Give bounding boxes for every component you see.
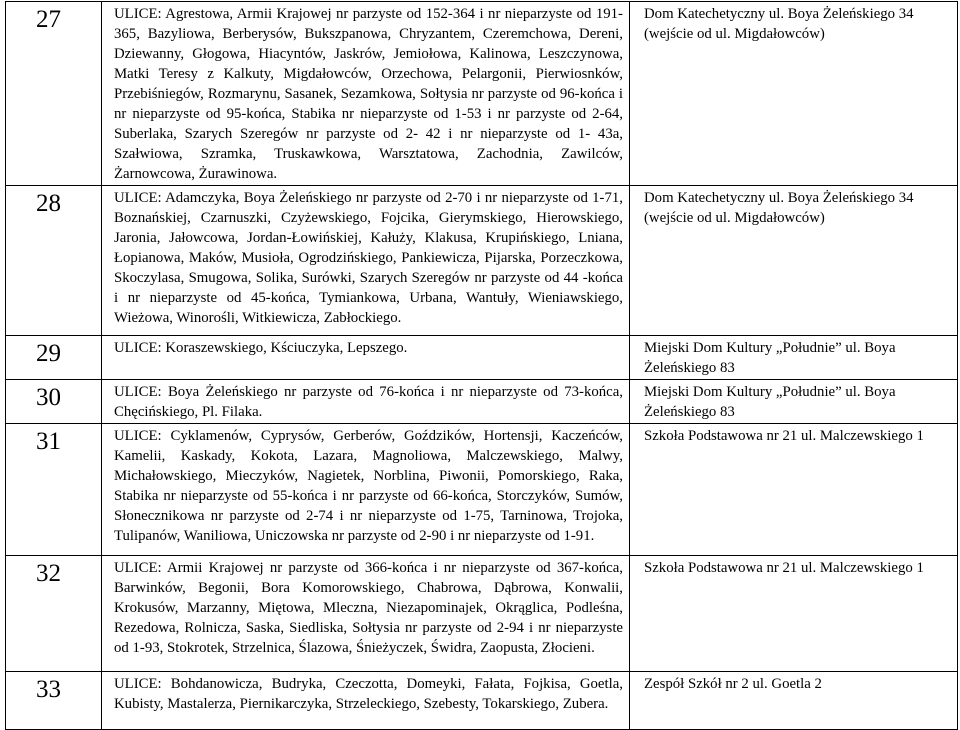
street-list: ULICE: Adamczyka, Boya Żeleńskiego nr parzyste od 2-70 i nr nieparzyste od 1-71, Boznańskiej, Czarnuszki, Czyżewskiego, Fojcika, Gierymskiego, Hierowskiego, Jaronia, Jałowcowa, Jordan-Łowińskiej, Kałuży, Klakusa, Krupińskiego, Lniana, Łopianowa, Maków, Musioła, Ogrodzińskiego, Pankiewicza, Pijarska, Porzeczkowa, Skoczylasa, Smugowa, Solika, Surówki, Szarych Szeregów nr parzyste od 44 -końca i nr nieparzyste od 45-końca, Tymiankowa, Urbana, Wantuły, Wieniawskiego, Wieżowa, Winorośli, Witkiewicza, Zabłockiego. xyxy=(102,186,630,336)
polling-place: Dom Katechetyczny ul. Boya Żeleńskiego 34 (wejście od ul. Migdałowców) xyxy=(630,2,958,186)
table-row xyxy=(6,186,958,336)
district-number: 30 xyxy=(6,380,102,424)
table-row xyxy=(6,336,958,380)
district-number: 27 xyxy=(6,2,102,186)
district-number: 33 xyxy=(6,672,102,730)
street-list: ULICE: Armii Krajowej nr parzyste od 366-końca i nr nieparzyste od 367-końca, Barwinków, Begonii, Bora Komorowskiego, Chabrowa, Dąbrowa, Konwalii, Krokusów, Marzanny, Miętowa, Mleczna, Niezapominajek, Okrąglica, Podleśna, Rezedowa, Rolnicza, Saska, Siedliska, Sołtysia nr parzyste od 2-94 i nr nieparzyste od 1-93, Stokrotek, Strzelnica, Ślazowa, Śnieżyczek, Świdra, Zaopusta, Złocieni. xyxy=(102,556,630,672)
table-row xyxy=(6,2,958,186)
polling-place: Szkoła Podstawowa nr 21 ul. Malczewskiego 1 xyxy=(630,424,958,556)
street-list: ULICE: Boya Żeleńskiego nr parzyste od 76-końca i nr nieparzyste od 73-końca, Chęcińskiego, Pl. Filaka. xyxy=(102,380,630,424)
street-list: ULICE: Agrestowa, Armii Krajowej nr parzyste od 152-364 i nr nieparzyste od 191-365, Bazyliowa, Berberysów, Bukszpanowa, Chryzantem, Czeremchowa, Dereni, Dziewanny, Głogowa, Hiacyntów, Jaskrów, Jemiołowa, Kalinowa, Leszczynowa, Matki Teresy z Kalkuty, Migdałowców, Orzechowa, Pelargonii, Pierwiosnków, Przebiśniegów, Rozmarynu, Sasanek, Sezamkowa, Sołtysia nr parzyste od 96-końca i nr nieparzyste od 95-końca, Stabika nr nieparzyste od 1-53 i nr parzyste od 2-64, Suberlaka, Szarych Szeregów nr parzyste od 2- 42 i nr nieparzyste od 1- 43a, Szałwiowa, Szramka, Truskawkowa, Warsztatowa, Zachodnia, Zawilców, Żarnowcowa, Żurawinowa. xyxy=(102,2,630,186)
table-row xyxy=(6,556,958,672)
polling-place: Miejski Dom Kultury „Południe” ul. Boya Żeleńskiego 83 xyxy=(630,336,958,380)
polling-place: Zespół Szkół nr 2 ul. Goetla 2 xyxy=(630,672,958,730)
district-number: 31 xyxy=(6,424,102,556)
street-list: ULICE: Bohdanowicza, Budryka, Czeczotta, Domeyki, Fałata, Fojkisa, Goetla, Kubisty, Mastalerza, Piernikarczyka, Strzeleckiego, Szebesty, Tokarskiego, Zubera. xyxy=(102,672,630,730)
street-list: ULICE: Koraszewskiego, Kściuczyka, Lepszego. xyxy=(102,336,630,380)
polling-districts-table xyxy=(5,1,958,730)
polling-place: Dom Katechetyczny ul. Boya Żeleńskiego 34 (wejście od ul. Migdałowców) xyxy=(630,186,958,336)
table-row xyxy=(6,424,958,556)
district-number: 28 xyxy=(6,186,102,336)
table-row xyxy=(6,380,958,424)
district-number: 32 xyxy=(6,556,102,672)
polling-place: Szkoła Podstawowa nr 21 ul. Malczewskiego 1 xyxy=(630,556,958,672)
district-number: 29 xyxy=(6,336,102,380)
polling-place: Miejski Dom Kultury „Południe” ul. Boya Żeleńskiego 83 xyxy=(630,380,958,424)
street-list: ULICE: Cyklamenów, Cyprysów, Gerberów, Goździków, Hortensji, Kaczeńców, Kamelii, Kaskady, Kokota, Lazara, Magnoliowa, Malczewskiego, Malwy, Michałowskiego, Mieczyków, Nagietek, Norblina, Piwonii, Pomorskiego, Raka, Stabika nr nieparzyste od 55-końca i nr parzyste od 66-końca, Storczyków, Sumów, Słonecznikowa nr parzyste od 2-74 i nr nieparzyste od 1-75, Tarninowa, Trojoka, Tulipanów, Waniliowa, Uniczowska nr parzyste od 2-90 i nr nieparzyste od 1-91. xyxy=(102,424,630,556)
